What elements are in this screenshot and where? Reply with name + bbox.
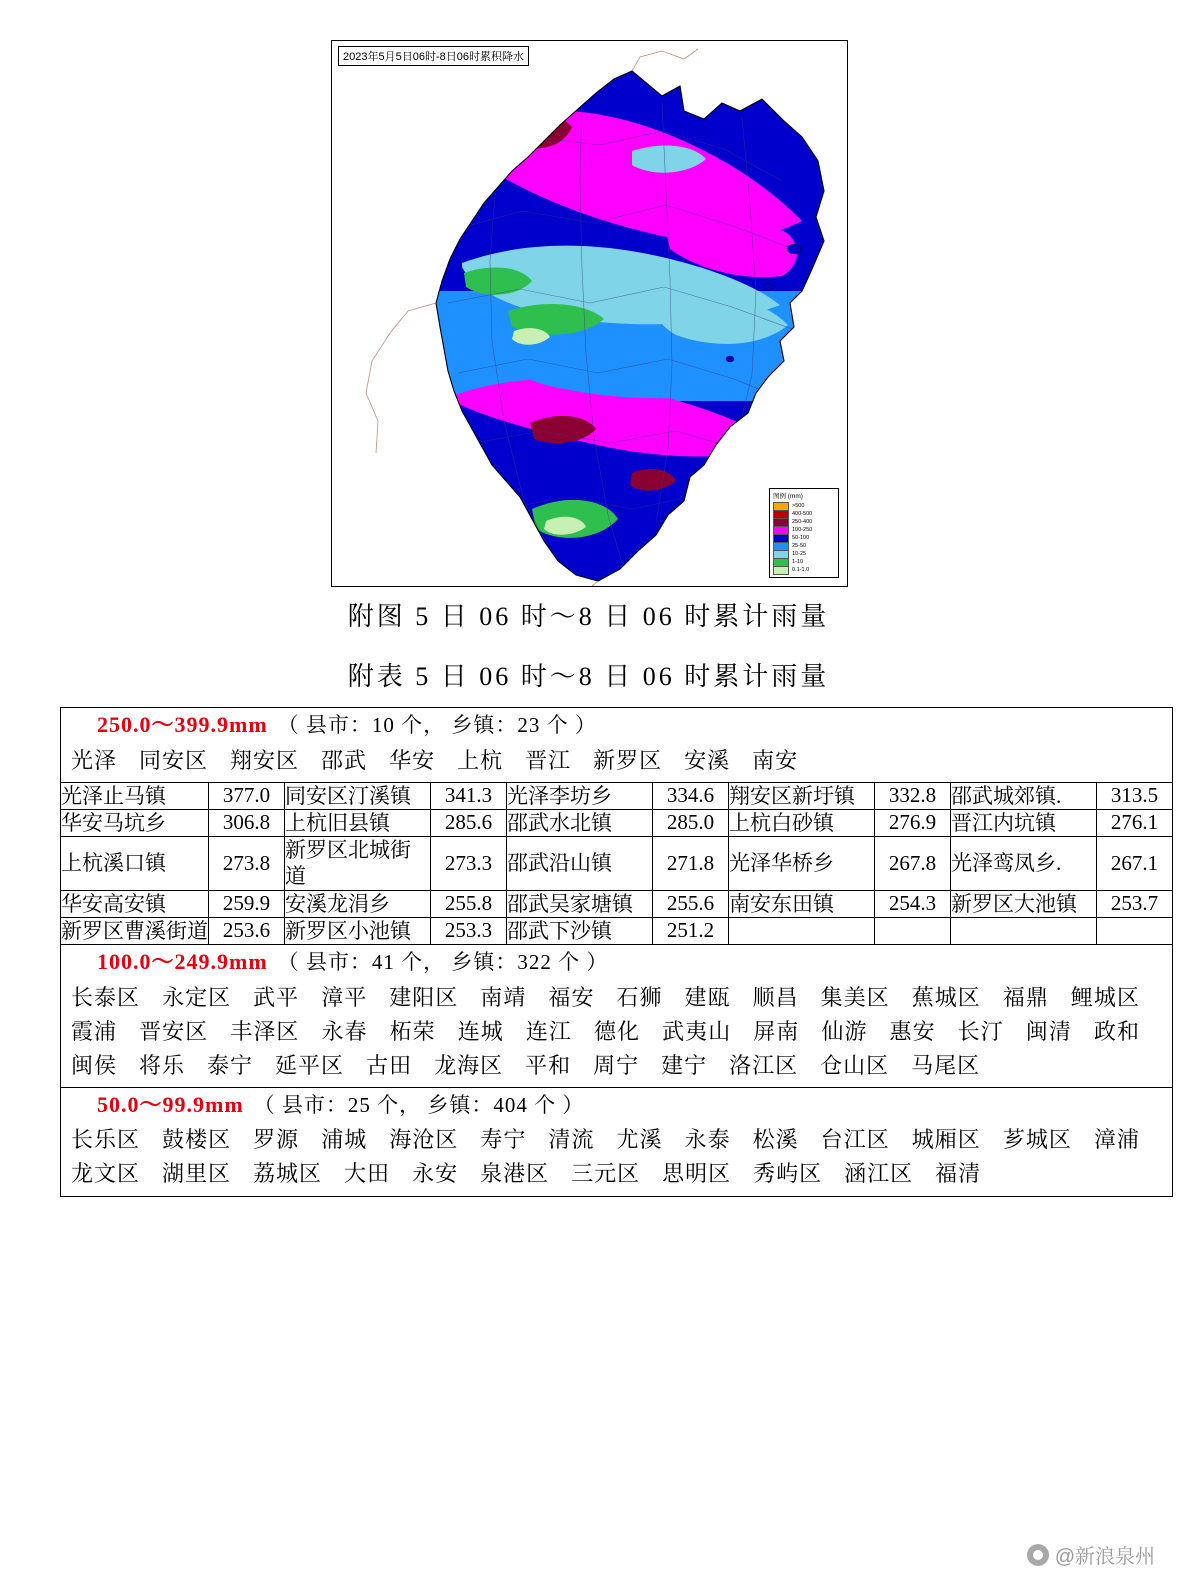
map-legend [769,488,839,578]
station-value: 255.8 [431,890,507,917]
county-name: 浦城 [321,1127,368,1153]
legend-swatch [773,566,789,575]
station-name: 新罗区大池镇 [951,890,1097,917]
county-name: 松溪 [752,1127,799,1153]
county-name: 思明区 [662,1161,732,1187]
county-name: 闽清 [1025,1018,1072,1044]
band-1-header [61,708,1173,783]
station-name: 上杭白砂镇 [729,809,875,836]
station-value: 259.9 [209,890,285,917]
band-1-names [61,742,1172,782]
station-value: 341.3 [431,782,507,809]
station-value: 254.3 [875,890,951,917]
station-value: 276.9 [875,809,951,836]
band-header-row [61,945,1173,1088]
watermark [1027,1540,1155,1569]
station-value: 267.1 [1097,837,1173,891]
county-name: 平和 [525,1052,572,1078]
county-name: 闽侯 [71,1052,118,1078]
station-value: 271.8 [653,837,729,891]
county-name: 德化 [593,1018,641,1044]
empty-cell [729,917,875,944]
band-3-header [61,1087,1173,1196]
county-name: 邵武 [321,747,368,773]
station-name: 上杭旧县镇 [285,809,431,836]
county-name: 霞浦 [71,1018,118,1044]
county-name: 政和 [1093,1018,1140,1044]
legend-label: 1-10 [792,558,804,565]
band-2-range: 100.0～249.9mm [97,949,268,975]
legend-label: 400-500 [792,510,813,517]
county-name: 湖里区 [162,1161,232,1187]
band-header-row [61,1087,1173,1196]
watermark-text: @新浪泉州 [1054,1546,1155,1568]
legend-label: >500 [792,502,805,509]
legend-label: 25-50 [792,542,807,549]
county-name: 泉港区 [480,1161,550,1187]
station-name: 邵武吴家塘镇 [507,890,653,917]
band-2-header [61,945,1173,1088]
table-row [61,837,1173,891]
county-name: 光泽 [71,747,118,773]
table-row [61,890,1173,917]
station-name: 安溪龙涓乡 [285,890,431,917]
county-name: 丰泽区 [230,1018,300,1044]
county-name: 建阳区 [389,984,459,1010]
station-name: 光泽李坊乡 [507,782,653,809]
station-value: 377.0 [209,782,285,809]
county-name: 南靖 [480,984,527,1010]
county-name: 城厢区 [911,1127,981,1153]
empty-cell [875,917,951,944]
legend-label: 250-400 [792,518,813,525]
table-row [61,782,1173,809]
table-row [61,809,1173,836]
county-name: 顺昌 [752,984,799,1010]
county-name: 龙海区 [434,1052,504,1078]
county-name: 福安 [548,984,595,1010]
station-value: 273.8 [209,837,285,891]
station-name: 邵武水北镇 [507,809,653,836]
table-caption: 附表 5 日 06 时～8 日 06 时累计雨量 [347,662,830,691]
band-3-counts: （ 县市：25 个， 乡镇：404 个 ） [253,1092,585,1117]
county-name: 长泰区 [71,984,141,1010]
county-name: 鲤城区 [1070,984,1140,1010]
county-name: 建瓯 [684,984,731,1010]
band-2-counts: （ 县市：41 个， 乡镇：322 个 ） [277,950,609,975]
county-name: 海沧区 [389,1127,459,1153]
county-name: 长乐区 [71,1127,141,1153]
county-name: 永春 [321,1018,368,1044]
station-name: 邵武城郊镇. [951,782,1097,809]
county-name: 荔城区 [253,1161,323,1187]
empty-cell [951,917,1097,944]
station-name: 光泽华桥乡 [729,837,875,891]
county-name: 寿宁 [480,1127,527,1153]
county-name: 罗源 [253,1127,300,1153]
county-name: 鼓楼区 [162,1127,232,1153]
county-name: 马尾区 [911,1052,981,1078]
station-name: 新罗区小池镇 [285,917,431,944]
station-name: 上杭溪口镇 [61,837,209,891]
station-value: 306.8 [209,809,285,836]
county-name: 同安区 [139,747,209,773]
station-value: 267.8 [875,837,951,891]
county-name: 将乐 [139,1052,186,1078]
band-3-names [61,1121,1172,1195]
station-value: 334.6 [653,782,729,809]
weibo-icon [1027,1544,1049,1566]
station-value: 273.3 [431,837,507,891]
county-name: 屏南 [753,1018,800,1044]
station-name: 华安高安镇 [61,890,209,917]
band-header-row [61,708,1173,783]
station-name: 光泽鸾凤乡. [951,837,1097,891]
county-name: 蕉城区 [911,984,981,1010]
band-1-counts: （ 县市：10 个， 乡镇：23 个 ） [277,713,597,737]
county-name: 泰宁 [207,1052,254,1078]
county-name: 武夷山 [662,1018,732,1044]
station-value: 255.6 [653,890,729,917]
band-3-range: 50.0～99.9mm [97,1091,244,1117]
county-name: 漳平 [321,984,368,1010]
band-2-names [61,979,1172,1087]
county-name: 仓山区 [820,1052,890,1078]
legend-title: 图例 (mm) [773,493,803,500]
table-row [61,917,1173,944]
station-name: 新罗区曹溪街道 [61,918,208,943]
county-name: 上杭 [457,747,504,773]
county-name: 连江 [525,1018,572,1044]
legend-label: 50-100 [792,534,810,541]
station-name: 同安区汀溪镇 [285,782,431,809]
county-name: 连城 [457,1018,504,1044]
county-name: 芗城区 [1002,1127,1072,1153]
map-title: 2023年5月5日06时-8日06时累积降水 [338,46,529,66]
band-1-range: 250.0～399.9mm [97,712,268,737]
station-value: 285.0 [653,809,729,836]
station-value: 313.5 [1097,782,1173,809]
county-name: 建宁 [661,1052,708,1078]
empty-cell [1097,917,1173,944]
station-name: 翔安区新圩镇 [729,782,875,809]
county-name: 仙游 [821,1018,868,1044]
county-name: 永泰 [684,1127,731,1153]
station-value: 253.6 [209,917,285,944]
station-value: 251.2 [653,917,729,944]
county-name: 新罗区 [593,747,663,773]
figure-caption: 附图 5 日 06 时～8 日 06 时累计雨量 [347,602,830,631]
county-name: 长汀 [957,1018,1004,1044]
county-name: 晋江 [525,747,572,773]
station-name: 新罗区北城街道 [285,837,431,891]
station-value: 332.8 [875,782,951,809]
legend-item [773,566,835,574]
station-value: 285.6 [431,809,507,836]
county-name: 惠安 [889,1018,936,1044]
station-value: 253.7 [1097,890,1173,917]
station-name: 华安马坑乡 [61,809,209,836]
county-name: 龙文区 [71,1161,141,1187]
station-name: 光泽止马镇 [61,782,209,809]
county-name: 台江区 [820,1127,890,1153]
station-name: 邵武下沙镇 [507,917,653,944]
county-name: 南安 [752,747,799,773]
legend-label: 0.1-1.0 [792,566,810,573]
station-value: 276.1 [1097,809,1173,836]
county-name: 安溪 [684,747,731,773]
county-name: 永定区 [162,984,232,1010]
county-name: 三元区 [571,1161,641,1187]
county-name: 延平区 [275,1052,345,1078]
county-name: 洛江区 [729,1052,799,1078]
station-name: 南安东田镇 [729,890,875,917]
county-name: 涵江区 [844,1161,914,1187]
county-name: 秀屿区 [753,1161,823,1187]
county-name: 晋安区 [139,1018,209,1044]
station-name: 晋江内坑镇 [951,809,1097,836]
county-name: 集美区 [820,984,890,1010]
county-name: 漳浦 [1093,1127,1140,1153]
county-name: 华安 [389,747,436,773]
county-name: 大田 [344,1161,391,1187]
county-name: 翔安区 [230,747,300,773]
county-name: 柘荣 [389,1018,436,1044]
legend-label: 100-250 [792,526,813,533]
county-name: 古田 [366,1052,413,1078]
county-name: 石狮 [616,984,663,1010]
county-name: 清流 [548,1127,595,1153]
legend-label: 10-25 [792,550,807,557]
county-name: 永安 [412,1161,459,1187]
county-name: 尤溪 [616,1127,663,1153]
county-name: 福鼎 [1002,984,1049,1010]
county-name: 武平 [253,984,300,1010]
station-value: 253.3 [431,917,507,944]
rainfall-map-figure [331,40,848,587]
county-name: 周宁 [593,1052,640,1078]
station-name: 邵武沿山镇 [507,837,653,891]
rainfall-table [60,707,1173,1197]
county-name: 福清 [935,1161,982,1187]
